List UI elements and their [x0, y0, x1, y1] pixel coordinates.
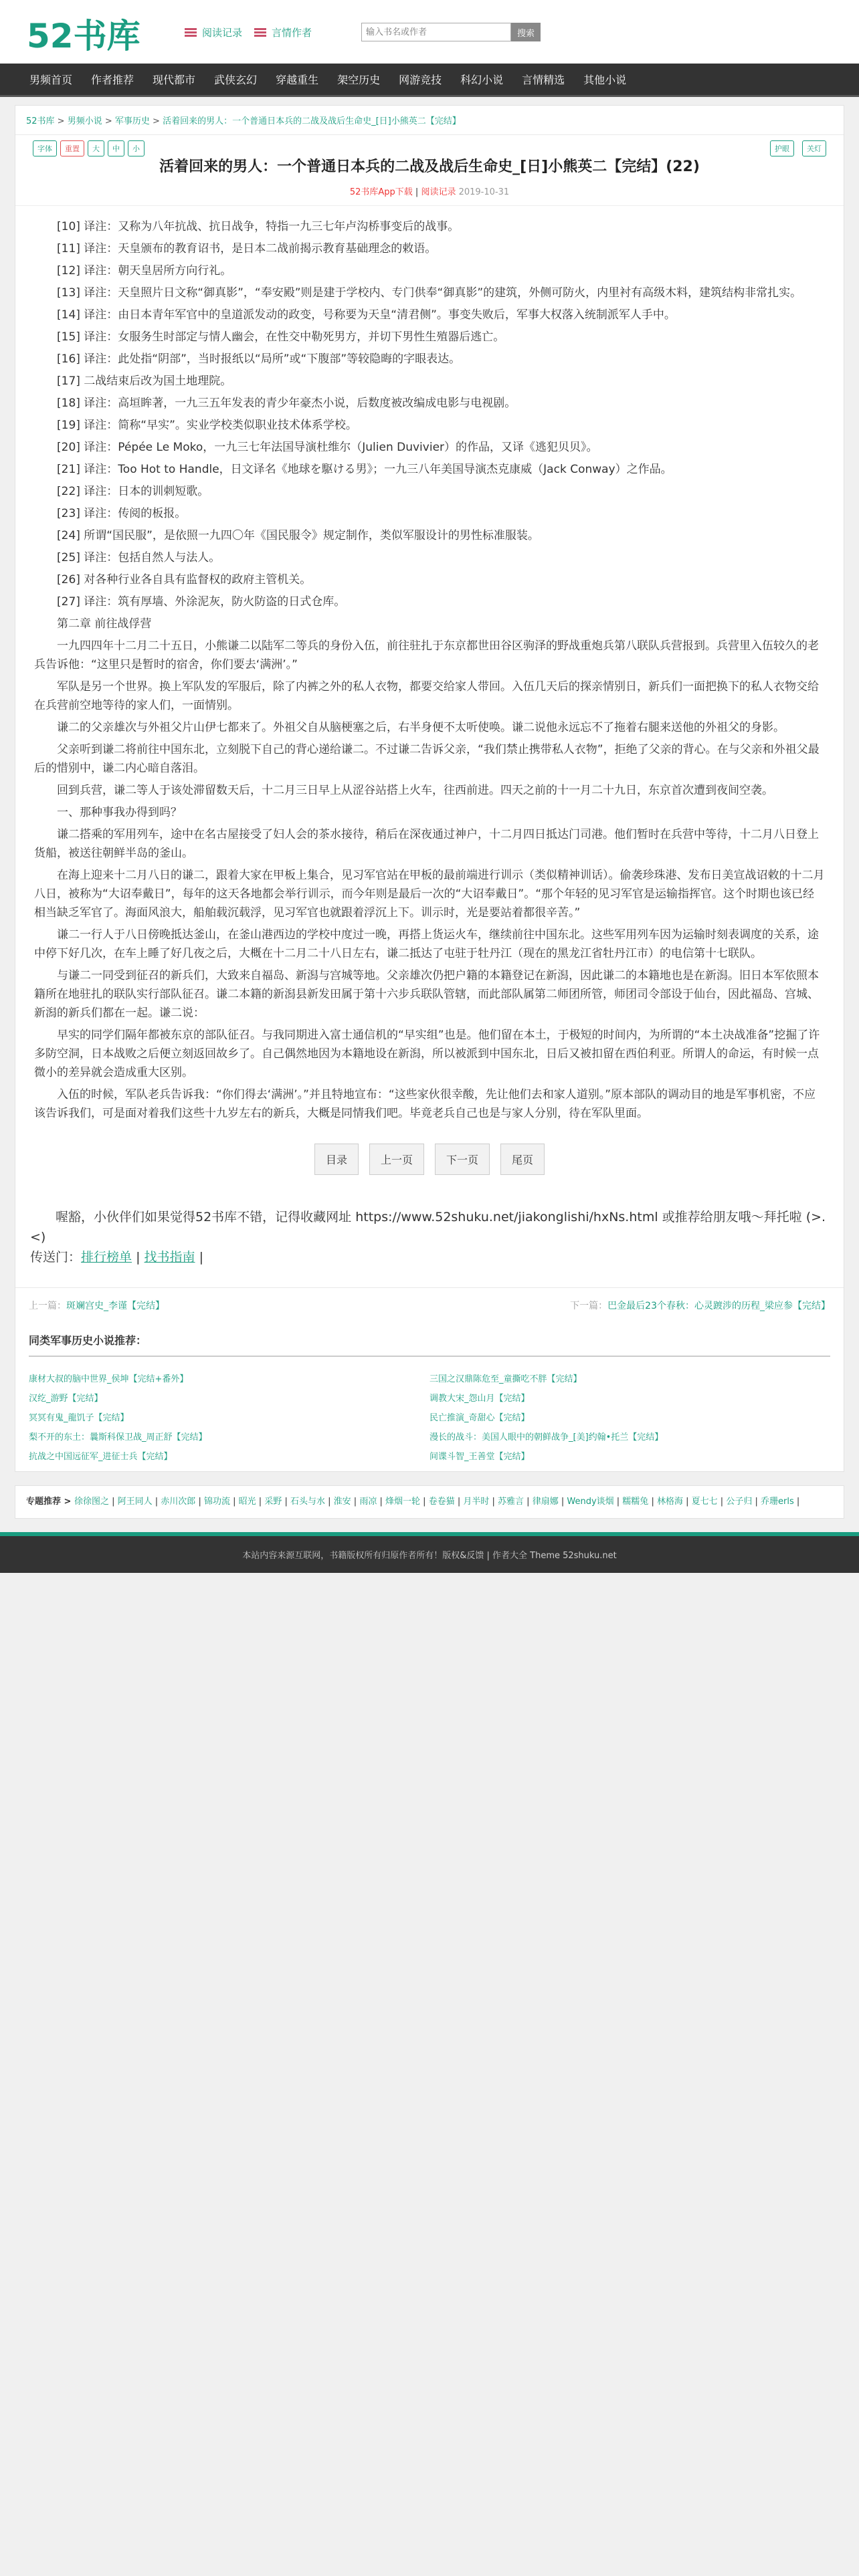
recommend-item[interactable]: 调教大宋_怨山月【完结】 — [430, 1394, 530, 1404]
app-download-link[interactable]: 52书库App下载 — [349, 187, 413, 197]
special-topic-link[interactable]: 石头与水 — [290, 1497, 325, 1507]
search-form — [361, 23, 541, 41]
breadcrumb-home[interactable]: 52书库 — [26, 116, 55, 126]
list-icon — [185, 28, 197, 37]
special-topic-link[interactable]: 采野 — [264, 1497, 282, 1507]
recommend-item[interactable]: 三国之汉鼎陈危至_童撕吃不胖【完结】 — [430, 1374, 582, 1384]
main-nav — [0, 64, 859, 97]
search-input[interactable] — [361, 23, 511, 41]
paragraph: [27] 译注：筑有厚墙、外涂泥灰，防火防盗的日式仓库。 — [57, 595, 346, 609]
recommend-item[interactable]: 康材大叔的脑中世界_侯坤【完结+番外】 — [29, 1374, 189, 1384]
special-topic-link[interactable]: 卷卷猫 — [428, 1497, 455, 1507]
paragraph: [17] 二战结束后改为国土地理院。 — [57, 374, 232, 388]
paragraph: 谦二搭乘的军用列车，途中在名古屋接受了妇人会的茶水接待，稍后在深夜通过神户，十二月四日抵达门司港。他们暂时在兵营中等待，十二月八日登上货船，被送往朝鲜半岛的釜山。 — [34, 828, 819, 860]
special-topic-link[interactable]: 夏七七 — [691, 1497, 718, 1507]
paragraph: [18] 译注：高垣眸著，一九三五年发表的青少年豪杰小说，后数度被改编成电影与电视剧。 — [57, 397, 516, 410]
nav-item[interactable]: 作者推荐 — [91, 74, 134, 86]
special-topics: 专题推荐 > 徐徐图之 | 阿王同人 | 赤川次郎 | 锦功流 | 昭光 | 采野 | 石头与水 | 淮安 | 雨凉 | 烽烟一轮 | 卷卷猫 | 月半时 | 苏雅言 | 律扇娜 | Wendy谈烟 | 糯糯兔 | 林格海 | 夏七七 | 公子归 | 乔珊erls | — [15, 1485, 844, 1519]
bookmark-note: 喔豁，小伙伴们如果觉得52书库不错，记得收藏网址 https://www.52shuku.net/jiakonglishi/hxNs.html 或推荐给朋友哦～拜托啦 (>.<) 传送门：排行榜单 | 找书指南 | — [15, 1195, 844, 1287]
breadcrumb-subcategory[interactable]: 军事历史 — [114, 116, 150, 126]
paragraph: [19] 译注：简称“早实”。实业学校类似职业技术体系学校。 — [57, 419, 357, 432]
favorite-author-link[interactable]: 言情作者 — [254, 25, 312, 39]
font-large-button[interactable]: 大 — [88, 140, 104, 156]
guide-link[interactable]: 找书指南 — [144, 1250, 195, 1265]
paragraph: 入伍的时候，军队老兵告诉我：“你们得去‘满洲’。”并且特地宣布：“这些家伙很幸酸，先让他们去和家人道别。”原本部队的调动目的地是军事机密，不应该告诉我们，可是面对着我们这些十九岁左右的新兵，大概是同情我们吧。毕竟老兵自己也是与家人分别，待在军队里面。 — [34, 1088, 816, 1120]
breadcrumb: 52书库 > 男频小说 > 军事历史 > 活着回来的男人：一个普通日本兵的二战及战后生命史_[日]小熊英二【完结】 — [15, 106, 844, 135]
breadcrumb-book[interactable]: 活着回来的男人：一个普通日本兵的二战及战后生命史_[日]小熊英二【完结】 — [163, 116, 461, 126]
paragraph: 父亲听到谦二将前往中国东北，立刻脱下自己的背心递给谦二。不过谦二告诉父亲，“我们禁止携带私人衣物”，拒绝了父亲的背心。在与父亲和外祖父最后的惜别中，谦二内心暗自落泪。 — [34, 743, 820, 775]
paragraph: [23] 译注：传阅的板报。 — [57, 507, 187, 520]
lights-off-button[interactable]: 关灯 — [802, 140, 826, 156]
special-topic-link[interactable]: 雨凉 — [359, 1497, 377, 1507]
font-small-button[interactable]: 小 — [128, 140, 145, 156]
recommend-item[interactable]: 民亡推演_奇甜心【完结】 — [430, 1413, 530, 1423]
ranking-link[interactable]: 排行榜单 — [81, 1250, 132, 1265]
recommend-heading: 同类军事历史小说推荐： — [29, 1323, 830, 1357]
recommend-item[interactable]: 漫长的战斗：美国人眼中的朝鲜战争_[美]约翰•托兰【完结】 — [430, 1432, 664, 1442]
recommend-item[interactable]: 汉纥_游野【完结】 — [29, 1394, 103, 1404]
prev-article-link[interactable]: 斑斓宫史_李谨【完结】 — [66, 1301, 165, 1311]
special-topic-link[interactable]: 烽烟一轮 — [385, 1497, 421, 1507]
paragraph: [10] 译注：又称为八年抗战、抗日战争，特指一九三七年卢沟桥事变后的战事。 — [57, 220, 460, 233]
paragraph: [20] 译注：Pépée Le Moko，一九三七年法国导演杜维尔（Julien Duvivier）的作品，又译《逃犯贝贝》。 — [57, 441, 598, 454]
paragraph: 早实的同学们隔年都被东京的部队征召。与我同期进入富士通信机的“早实组”也是。他们留在本土，于极短的时间内，为所谓的“本土决战准备”挖掘了许多防空洞，日本战败之后便立刻返回故乡了。自己偶然地因为本籍地设在新潟，所以被派到中国东北，日后又被扣留在西伯利亚。所谓人的命运，有时候一点微小的差异就会造成重大区别。 — [34, 1029, 820, 1079]
last-page-button[interactable]: 尾页 — [500, 1144, 545, 1175]
recommend-list — [15, 1357, 844, 1471]
prev-next-articles: 上一篇：斑斓宫史_李谨【完结】 下一篇：巴金最后23个春秋：心灵踱涉的历程_梁应参【完结】 — [15, 1287, 844, 1323]
reading-record-link[interactable]: 阅读记录 — [421, 187, 456, 197]
special-topic-link[interactable]: 律扇娜 — [532, 1497, 559, 1507]
paragraph: 与谦二一同受到征召的新兵们，大致来自福岛、新潟与宫城等地。父亲雄次仍把户籍的本籍登记在新潟，因此谦二的本籍地也是在新潟。旧日本军依照本籍所在地驻扎的联队实行部队征召。谦二本籍的新潟县新发田属于第十六步兵联队管辖，而此部队属第二师团所管，师团司令部设于仙台，因此福岛、宫城、新潟的新兵们都在一起。谦二说： — [34, 969, 819, 1020]
nav-item[interactable]: 其他小说 — [583, 74, 627, 86]
special-topic-link[interactable]: 苏雅言 — [498, 1497, 524, 1507]
nav-item[interactable]: 架空历史 — [337, 74, 381, 86]
paragraph: 一九四四年十二月二十五日，小熊谦二以陆军二等兵的身份入伍，前往驻扎于东京都世田谷区驹泽的野战重炮兵第八联队兵营报到。兵营里入伍较久的老兵告诉他：“这里只是暂时的宿舍，你们要去‘满洲’。” — [34, 639, 819, 671]
special-topic-link[interactable]: Wendy谈烟 — [567, 1497, 614, 1507]
next-article-link[interactable]: 巴金最后23个春秋：心灵踱涉的历程_梁应参【完结】 — [607, 1301, 830, 1311]
reading-record-link[interactable]: 阅读记录 — [185, 25, 242, 39]
special-topic-link[interactable]: 林格海 — [656, 1497, 683, 1507]
paragraph: 军队是另一个世界。换上军队发的军服后，除了内裤之外的私人衣物，都要交给家人带回。入伍几天后的探亲情别日，新兵们一面把换下的私人衣物交给在兵营前空地等待的家人们，一面情别。 — [34, 680, 819, 712]
paragraph: [12] 译注：朝天皇居所方向行礼。 — [57, 264, 232, 278]
list-icon — [254, 28, 266, 37]
chapter-content — [15, 205, 844, 1130]
site-logo[interactable]: 52书库 — [27, 17, 140, 56]
reset-button[interactable]: 重置 — [60, 140, 84, 156]
nav-item[interactable]: 穿越重生 — [276, 74, 319, 86]
next-page-button[interactable]: 下一页 — [435, 1144, 490, 1175]
recommend-item[interactable]: 抗战之中国远征军_进征士兵【完结】 — [29, 1452, 173, 1462]
eye-care-button[interactable]: 护眼 — [770, 140, 794, 156]
paragraph: [22] 译注：日本的训刺短歌。 — [57, 485, 209, 498]
font-medium-button[interactable]: 中 — [108, 140, 124, 156]
recommend-item[interactable]: 梨不开的东土：曩斯科保卫战_周正舒【完结】 — [29, 1432, 207, 1442]
special-topic-link[interactable]: 徐徐图之 — [74, 1497, 109, 1507]
toc-button[interactable]: 目录 — [314, 1144, 359, 1175]
site-footer: 本站内容来源互联网，书籍版权所有归原作者所有！版权&反馈 | 作者大全 Theme 52shuku.net — [0, 1532, 859, 1573]
special-topic-link[interactable]: 淮安 — [333, 1497, 351, 1507]
breadcrumb-category[interactable]: 男频小说 — [67, 116, 102, 126]
paragraph: 一、那种事我办得到吗？ — [57, 806, 182, 819]
recommend-item[interactable]: 间谍斗智_王善堂【完结】 — [430, 1452, 530, 1462]
nav-item[interactable]: 武侠玄幻 — [214, 74, 258, 86]
paragraph: 第二章 前往战俘营 — [57, 617, 152, 631]
paragraph: [24] 所谓“国民服”，是依照一九四〇年《国民服令》规定制作，类似军服设计的男性标准服装。 — [57, 529, 539, 542]
prev-page-button[interactable]: 上一页 — [369, 1144, 424, 1175]
nav-item[interactable]: 现代都市 — [153, 74, 196, 86]
paragraph: [14] 译注：由日本青年军官中的皇道派发动的政变，号称要为天皇“清君侧”。事变失败后，军事大权落入统制派军人手中。 — [57, 308, 676, 322]
paragraph: [16] 译注：此处指“阴部”，当时报纸以“局所”或“下腹部”等较隐晦的字眼表达。 — [57, 352, 461, 366]
article-box — [15, 105, 844, 1472]
nav-item[interactable]: 言情精选 — [522, 74, 565, 86]
site-header — [0, 0, 859, 64]
paragraph: [21] 译注：Too Hot to Handle，日文译名《地球を駆ける男》；一九三八年美国导演杰克康威（Jack Conway）之作品。 — [57, 463, 672, 476]
special-topic-link[interactable]: 阿王同人 — [117, 1497, 153, 1507]
paragraph: 回到兵营，谦二等人于该处滞留数天后，十二月三日早上从涩谷站搭上火车，往西前进。四天之前的十一月二十九日，东京首次遭到夜间空袭。 — [57, 784, 773, 797]
nav-item[interactable]: 网游竞技 — [399, 74, 442, 86]
nav-item[interactable]: 科幻小说 — [460, 74, 504, 86]
special-topic-link[interactable]: 糯糯兔 — [622, 1497, 649, 1507]
paragraph: 在海上迎来十二月八日的谦二，跟着大家在甲板上集合，见习军官站在甲板的最前端进行训示（类似精神训话）。偷袭珍珠港、发布日美宣战诏敕的十二月八日，被称为“大诏奉戴日”，每年的这天各地都会举行训示，而今年则是最后一次的“大诏奉戴日”。“那个年轻的见习军官是运输指挥官。这个时期也该已经相当缺乏军官了。海面风浪大，船舶载沉载浮，见习军官也就跟着浮沉上下。训示时，光是要站着都很辛苦。” — [34, 869, 825, 920]
nav-item[interactable]: 男频首页 — [29, 74, 73, 86]
special-topic-link[interactable]: 昭光 — [238, 1497, 256, 1507]
special-topic-link[interactable]: 乔珊erls — [760, 1497, 794, 1507]
special-topic-link[interactable]: 赤川次郎 — [161, 1497, 196, 1507]
special-topic-link[interactable]: 公子归 — [726, 1497, 753, 1507]
paragraph: 谦二一行人于八日傍晚抵达釜山，在釜山港西边的学校中度过一晚，再搭上货运火车，继续前往中国东北。这些军用列车因为运输时刻表调度的关系，途中停下好几次，在车上睡了好几夜之后，大概在十二月二十八日左右，谦二抵达了屯驻于牡丹江（现在的黑龙江省牡丹江市）的电信第十七联队。 — [34, 928, 819, 960]
paragraph: [15] 译注：女服务生时部定与情人幽会，在性交中勒死男方，并切下男性生殖器后逃亡。 — [57, 330, 505, 344]
chapter-meta: 52书库App下载 | 阅读记录 2019-10-31 — [349, 187, 510, 197]
font-button[interactable]: 字体 — [33, 140, 57, 156]
paragraph: [25] 译注：包括自然人与法人。 — [57, 551, 221, 564]
chapter-title: 活着回来的男人：一个普通日本兵的二战及战后生命史_[日]小熊英二【完结】(22) — [159, 158, 700, 175]
paragraph: [13] 译注：天皇照片日文称“御真影”，“奉安殿”则是建于学校内、专门供奉“御真影”的建筑，外侧可防火，内里衬有高级木料，建筑结构非常扎实。 — [57, 286, 802, 300]
note-text: 喔豁，小伙伴们如果觉得52书库不错，记得收藏网址 https://www.52shuku.net/jiakonglishi/hxNs.html 或推荐给朋友哦～拜托啦 (>.<) — [30, 1210, 826, 1245]
recommend-item[interactable]: 冥冥有鬼_龍饥子【完结】 — [29, 1413, 129, 1423]
reader-toolbar — [15, 135, 844, 182]
paragraph: [11] 译注：天皇颁布的教育诏书，是日本二战前揭示教育基础理念的敕语。 — [57, 242, 437, 255]
search-button[interactable]: 搜索 — [511, 23, 541, 41]
special-topic-link[interactable]: 月半时 — [463, 1497, 490, 1507]
pager — [15, 1130, 844, 1195]
publish-date: 2019-10-31 — [458, 187, 510, 197]
paragraph: 谦二的父亲雄次与外祖父片山伊七都来了。外祖父自从脑梗塞之后，右半身便不太听使唤。谦二说他永远忘不了拖着右腿来送他的外祖父的身影。 — [57, 721, 785, 734]
paragraph: [26] 对各种行业各自具有监督权的政府主管机关。 — [57, 573, 312, 586]
special-topic-link[interactable]: 锦功流 — [203, 1497, 230, 1507]
